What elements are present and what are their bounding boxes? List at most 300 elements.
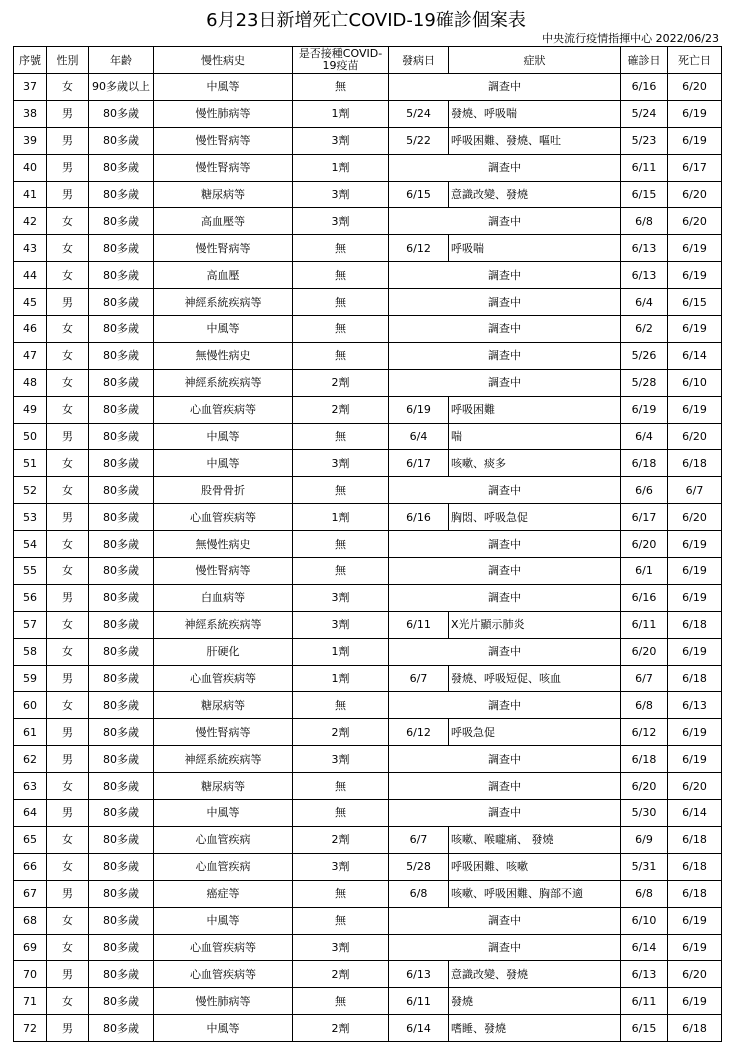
cell-sex: 女 [47, 638, 89, 665]
cell-age: 80多歲 [89, 100, 154, 127]
cell-death: 6/19 [668, 235, 722, 262]
table-row [14, 504, 722, 531]
cell-age: 80多歲 [89, 800, 154, 827]
cell-age: 80多歲 [89, 450, 154, 477]
cell-age: 80多歲 [89, 558, 154, 585]
cell-history: 高血壓等 [154, 208, 293, 235]
cell-sex: 女 [47, 853, 89, 880]
cell-death: 6/18 [668, 826, 722, 853]
cell-no: 72 [14, 1015, 47, 1042]
cell-symptom: 調查中 [389, 692, 621, 719]
cell-sex: 男 [47, 1015, 89, 1042]
cell-symptom: 調查中 [389, 262, 621, 289]
cell-vaccine: 無 [293, 342, 389, 369]
cell-vaccine: 1劑 [293, 504, 389, 531]
table-row [14, 584, 722, 611]
cell-death: 6/13 [668, 692, 722, 719]
cell-confirm: 6/8 [621, 880, 668, 907]
cell-age: 80多歲 [89, 316, 154, 343]
cell-confirm: 6/8 [621, 208, 668, 235]
cell-symptom: 調查中 [389, 316, 621, 343]
cell-symptom: 調查中 [389, 746, 621, 773]
cell-onset: 6/11 [389, 988, 449, 1015]
cell-symptom: 胸悶、呼吸急促 [449, 504, 621, 531]
table-row [14, 477, 722, 504]
cell-sex: 男 [47, 154, 89, 181]
cell-death: 6/20 [668, 74, 722, 101]
cell-age: 80多歲 [89, 988, 154, 1015]
cell-death: 6/10 [668, 369, 722, 396]
table-row [14, 611, 722, 638]
table-row [14, 423, 722, 450]
cell-death: 6/19 [668, 558, 722, 585]
cell-sex: 女 [47, 988, 89, 1015]
cell-history: 慢性肺病等 [154, 988, 293, 1015]
cell-no: 63 [14, 773, 47, 800]
cell-no: 57 [14, 611, 47, 638]
table-row [14, 665, 722, 692]
cell-sex: 男 [47, 665, 89, 692]
cell-age: 80多歲 [89, 127, 154, 154]
cell-sex: 女 [47, 74, 89, 101]
cell-history: 糖尿病等 [154, 181, 293, 208]
cell-vaccine: 2劑 [293, 369, 389, 396]
cell-death: 6/19 [668, 934, 722, 961]
cell-death: 6/19 [668, 262, 722, 289]
cell-age: 80多歲 [89, 154, 154, 181]
cell-sex: 女 [47, 477, 89, 504]
cell-sex: 女 [47, 342, 89, 369]
cell-vaccine: 3劑 [293, 746, 389, 773]
cell-confirm: 6/9 [621, 826, 668, 853]
cell-sex: 女 [47, 692, 89, 719]
cell-no: 49 [14, 396, 47, 423]
cell-death: 6/19 [668, 907, 722, 934]
cell-onset: 5/22 [389, 127, 449, 154]
cell-age: 80多歲 [89, 584, 154, 611]
cell-history: 心血管疾病等 [154, 396, 293, 423]
cell-confirm: 6/12 [621, 719, 668, 746]
cell-symptom: 調查中 [389, 800, 621, 827]
cell-history: 心血管疾病等 [154, 665, 293, 692]
cell-death: 6/20 [668, 961, 722, 988]
cell-vaccine: 無 [293, 262, 389, 289]
cell-symptom: 調查中 [389, 342, 621, 369]
cell-confirm: 6/4 [621, 423, 668, 450]
cell-symptom: 呼吸困難 [449, 396, 621, 423]
cell-death: 6/20 [668, 181, 722, 208]
cell-confirm: 6/10 [621, 907, 668, 934]
cell-vaccine: 無 [293, 988, 389, 1015]
table-row [14, 154, 722, 181]
cell-vaccine: 無 [293, 692, 389, 719]
cell-history: 心血管疾病等 [154, 504, 293, 531]
cell-age: 80多歲 [89, 961, 154, 988]
case-table [13, 46, 722, 1042]
table-row [14, 988, 722, 1015]
cell-no: 50 [14, 423, 47, 450]
cell-confirm: 6/13 [621, 262, 668, 289]
cell-history: 神經系統疾病等 [154, 369, 293, 396]
cell-vaccine: 2劑 [293, 826, 389, 853]
cell-history: 慢性腎病等 [154, 558, 293, 585]
cell-sex: 女 [47, 934, 89, 961]
cell-sex: 男 [47, 423, 89, 450]
table-body [14, 74, 722, 1042]
cell-history: 心血管疾病 [154, 853, 293, 880]
cell-symptom: 調查中 [389, 369, 621, 396]
cell-symptom: 呼吸困難、咳嗽 [449, 853, 621, 880]
document-title: 6月23日新增死亡COVID-19確診個案表 [206, 10, 526, 31]
cell-symptom: 嗜睡、發燒 [449, 1015, 621, 1042]
cell-age: 80多歲 [89, 746, 154, 773]
cell-confirm: 6/4 [621, 289, 668, 316]
cell-death: 6/20 [668, 423, 722, 450]
cell-no: 44 [14, 262, 47, 289]
cell-onset: 5/28 [389, 853, 449, 880]
cell-vaccine: 3劑 [293, 127, 389, 154]
cell-sex: 女 [47, 826, 89, 853]
cell-no: 42 [14, 208, 47, 235]
cell-no: 53 [14, 504, 47, 531]
table-row [14, 100, 722, 127]
cell-death: 6/18 [668, 880, 722, 907]
cell-no: 37 [14, 74, 47, 101]
table-row [14, 289, 722, 316]
cell-symptom: 調查中 [389, 74, 621, 101]
header-history: 慢性病史 [154, 47, 293, 74]
cell-history: 中風等 [154, 450, 293, 477]
cell-symptom: 呼吸急促 [449, 719, 621, 746]
cell-confirm: 6/1 [621, 558, 668, 585]
cell-history: 無慢性病史 [154, 342, 293, 369]
cell-symptom: 發燒、呼吸短促、咳血 [449, 665, 621, 692]
cell-age: 80多歲 [89, 934, 154, 961]
cell-death: 6/18 [668, 611, 722, 638]
cell-onset: 6/7 [389, 826, 449, 853]
cell-vaccine: 2劑 [293, 396, 389, 423]
cell-no: 55 [14, 558, 47, 585]
cell-history: 中風等 [154, 316, 293, 343]
table-header [14, 47, 722, 74]
cell-age: 80多歲 [89, 665, 154, 692]
table-row [14, 773, 722, 800]
table-row [14, 826, 722, 853]
cell-sex: 女 [47, 208, 89, 235]
cell-vaccine: 3劑 [293, 611, 389, 638]
cell-sex: 女 [47, 450, 89, 477]
cell-sex: 男 [47, 719, 89, 746]
cell-no: 70 [14, 961, 47, 988]
cell-vaccine: 3劑 [293, 853, 389, 880]
cell-sex: 男 [47, 181, 89, 208]
cell-no: 46 [14, 316, 47, 343]
cell-age: 80多歲 [89, 773, 154, 800]
cell-onset: 6/12 [389, 235, 449, 262]
cell-confirm: 6/18 [621, 450, 668, 477]
cell-age: 80多歲 [89, 531, 154, 558]
cell-confirm: 6/13 [621, 235, 668, 262]
cell-no: 47 [14, 342, 47, 369]
header-onset: 發病日 [389, 47, 449, 74]
cell-confirm: 6/20 [621, 531, 668, 558]
cell-sex: 女 [47, 396, 89, 423]
cell-no: 56 [14, 584, 47, 611]
table-row [14, 746, 722, 773]
header-symptom: 症狀 [449, 47, 621, 74]
cell-sex: 女 [47, 531, 89, 558]
cell-death: 6/19 [668, 746, 722, 773]
cell-symptom: 咳嗽、喉嚨痛、 發燒 [449, 826, 621, 853]
cell-death: 6/18 [668, 450, 722, 477]
cell-age: 80多歲 [89, 262, 154, 289]
cell-vaccine: 2劑 [293, 1015, 389, 1042]
cell-symptom: 呼吸困難、發燒、嘔吐 [449, 127, 621, 154]
cell-confirm: 6/6 [621, 477, 668, 504]
table-row [14, 961, 722, 988]
cell-vaccine: 無 [293, 773, 389, 800]
cell-vaccine: 1劑 [293, 665, 389, 692]
cell-history: 白血病等 [154, 584, 293, 611]
cell-confirm: 6/16 [621, 74, 668, 101]
cell-history: 中風等 [154, 423, 293, 450]
cell-no: 68 [14, 907, 47, 934]
cell-vaccine: 3劑 [293, 584, 389, 611]
table-row [14, 396, 722, 423]
cell-vaccine: 3劑 [293, 934, 389, 961]
cell-age: 80多歲 [89, 477, 154, 504]
cell-confirm: 5/31 [621, 853, 668, 880]
cell-history: 糖尿病等 [154, 773, 293, 800]
cell-history: 心血管疾病等 [154, 961, 293, 988]
cell-vaccine: 無 [293, 800, 389, 827]
cell-confirm: 6/20 [621, 773, 668, 800]
cell-age: 80多歲 [89, 289, 154, 316]
cell-death: 6/14 [668, 342, 722, 369]
cell-onset: 6/14 [389, 1015, 449, 1042]
cell-no: 61 [14, 719, 47, 746]
cell-sex: 男 [47, 800, 89, 827]
cell-age: 80多歲 [89, 907, 154, 934]
table-row [14, 235, 722, 262]
cell-age: 80多歲 [89, 181, 154, 208]
cell-confirm: 6/15 [621, 1015, 668, 1042]
cell-death: 6/20 [668, 773, 722, 800]
cell-no: 43 [14, 235, 47, 262]
cell-history: 癌症等 [154, 880, 293, 907]
cell-onset: 6/11 [389, 611, 449, 638]
cell-history: 糖尿病等 [154, 692, 293, 719]
cell-history: 中風等 [154, 907, 293, 934]
cell-sex: 女 [47, 907, 89, 934]
cell-no: 48 [14, 369, 47, 396]
cell-symptom: 意識改變、發燒 [449, 181, 621, 208]
cell-onset: 6/4 [389, 423, 449, 450]
cell-onset: 6/17 [389, 450, 449, 477]
cell-death: 6/18 [668, 665, 722, 692]
cell-death: 6/19 [668, 584, 722, 611]
cell-onset: 6/19 [389, 396, 449, 423]
cell-confirm: 6/19 [621, 396, 668, 423]
cell-history: 慢性腎病等 [154, 127, 293, 154]
header-sex: 性別 [47, 47, 89, 74]
cell-death: 6/19 [668, 531, 722, 558]
cell-age: 80多歲 [89, 880, 154, 907]
cell-sex: 女 [47, 369, 89, 396]
cell-no: 45 [14, 289, 47, 316]
table-row [14, 692, 722, 719]
table-row [14, 181, 722, 208]
cell-age: 80多歲 [89, 369, 154, 396]
cell-symptom: 咳嗽、呼吸困難、胸部不適 [449, 880, 621, 907]
cell-sex: 男 [47, 504, 89, 531]
cell-age: 80多歲 [89, 719, 154, 746]
cell-death: 6/15 [668, 289, 722, 316]
cell-onset: 6/15 [389, 181, 449, 208]
cell-sex: 男 [47, 746, 89, 773]
cell-confirm: 5/23 [621, 127, 668, 154]
source-line: 中央流行疫情指揮中心 2022/06/23 [542, 32, 719, 45]
cell-death: 6/18 [668, 853, 722, 880]
cell-no: 64 [14, 800, 47, 827]
cell-vaccine: 1劑 [293, 154, 389, 181]
cell-symptom: 調查中 [389, 531, 621, 558]
cell-no: 52 [14, 477, 47, 504]
table-row [14, 638, 722, 665]
cell-history: 神經系統疾病等 [154, 289, 293, 316]
cell-age: 80多歲 [89, 504, 154, 531]
cell-history: 心血管疾病 [154, 826, 293, 853]
cell-confirm: 6/16 [621, 584, 668, 611]
cell-age: 80多歲 [89, 853, 154, 880]
cell-death: 6/20 [668, 208, 722, 235]
table-row [14, 934, 722, 961]
cell-history: 神經系統疾病等 [154, 611, 293, 638]
table-row [14, 800, 722, 827]
table-row [14, 853, 722, 880]
cell-symptom: 發燒 [449, 988, 621, 1015]
cell-age: 80多歲 [89, 1015, 154, 1042]
cell-age: 80多歲 [89, 235, 154, 262]
cell-confirm: 6/17 [621, 504, 668, 531]
cell-sex: 男 [47, 961, 89, 988]
cell-onset: 6/7 [389, 665, 449, 692]
cell-no: 62 [14, 746, 47, 773]
cell-age: 80多歲 [89, 423, 154, 450]
cell-symptom: 調查中 [389, 208, 621, 235]
cell-no: 51 [14, 450, 47, 477]
cell-symptom: 喘 [449, 423, 621, 450]
table-row [14, 342, 722, 369]
cell-age: 80多歲 [89, 692, 154, 719]
table-row [14, 316, 722, 343]
cell-vaccine: 2劑 [293, 961, 389, 988]
cell-sex: 女 [47, 773, 89, 800]
cell-sex: 男 [47, 880, 89, 907]
cell-symptom: 調查中 [389, 289, 621, 316]
cell-age: 80多歲 [89, 638, 154, 665]
cell-death: 6/19 [668, 638, 722, 665]
cell-vaccine: 無 [293, 235, 389, 262]
cell-history: 心血管疾病等 [154, 934, 293, 961]
header-age: 年齡 [89, 47, 154, 74]
cell-symptom: 發燒、呼吸喘 [449, 100, 621, 127]
cell-no: 40 [14, 154, 47, 181]
table-row [14, 531, 722, 558]
cell-confirm: 6/11 [621, 988, 668, 1015]
table-row [14, 880, 722, 907]
cell-vaccine: 2劑 [293, 719, 389, 746]
table-row [14, 719, 722, 746]
cell-sex: 女 [47, 235, 89, 262]
cell-vaccine: 無 [293, 477, 389, 504]
cell-confirm: 5/30 [621, 800, 668, 827]
header-row [14, 47, 722, 74]
cell-vaccine: 3劑 [293, 181, 389, 208]
cell-onset: 6/12 [389, 719, 449, 746]
cell-sex: 男 [47, 289, 89, 316]
table-row [14, 74, 722, 101]
cell-age: 90多歲以上 [89, 74, 154, 101]
cell-no: 38 [14, 100, 47, 127]
cell-no: 41 [14, 181, 47, 208]
cell-death: 6/19 [668, 316, 722, 343]
table-row [14, 262, 722, 289]
cell-no: 58 [14, 638, 47, 665]
cell-death: 6/19 [668, 719, 722, 746]
cell-death: 6/17 [668, 154, 722, 181]
cell-no: 71 [14, 988, 47, 1015]
cell-confirm: 6/8 [621, 692, 668, 719]
cell-history: 慢性腎病等 [154, 154, 293, 181]
cell-symptom: 調查中 [389, 154, 621, 181]
cell-confirm: 5/28 [621, 369, 668, 396]
table-row [14, 369, 722, 396]
cell-symptom: 意識改變、發燒 [449, 961, 621, 988]
cell-death: 6/19 [668, 100, 722, 127]
cell-no: 67 [14, 880, 47, 907]
cell-death: 6/14 [668, 800, 722, 827]
cell-history: 慢性腎病等 [154, 719, 293, 746]
cell-confirm: 6/18 [621, 746, 668, 773]
cell-no: 66 [14, 853, 47, 880]
cell-age: 80多歲 [89, 826, 154, 853]
cell-confirm: 6/20 [621, 638, 668, 665]
cell-vaccine: 3劑 [293, 208, 389, 235]
cell-vaccine: 無 [293, 558, 389, 585]
table-row [14, 558, 722, 585]
cell-history: 慢性腎病等 [154, 235, 293, 262]
cell-vaccine: 無 [293, 531, 389, 558]
cell-death: 6/7 [668, 477, 722, 504]
cell-age: 80多歲 [89, 208, 154, 235]
cell-onset: 6/16 [389, 504, 449, 531]
cell-history: 高血壓 [154, 262, 293, 289]
cell-no: 69 [14, 934, 47, 961]
header-death: 死亡日 [668, 47, 722, 74]
cell-sex: 女 [47, 611, 89, 638]
cell-age: 80多歲 [89, 342, 154, 369]
header-vaccine: 是否接種COVID-19疫苗 [293, 47, 389, 74]
cell-confirm: 5/24 [621, 100, 668, 127]
cell-symptom: X光片顯示肺炎 [449, 611, 621, 638]
cell-history: 慢性肺病等 [154, 100, 293, 127]
cell-no: 39 [14, 127, 47, 154]
cell-confirm: 6/15 [621, 181, 668, 208]
cell-vaccine: 無 [293, 423, 389, 450]
cell-vaccine: 1劑 [293, 100, 389, 127]
cell-sex: 男 [47, 584, 89, 611]
